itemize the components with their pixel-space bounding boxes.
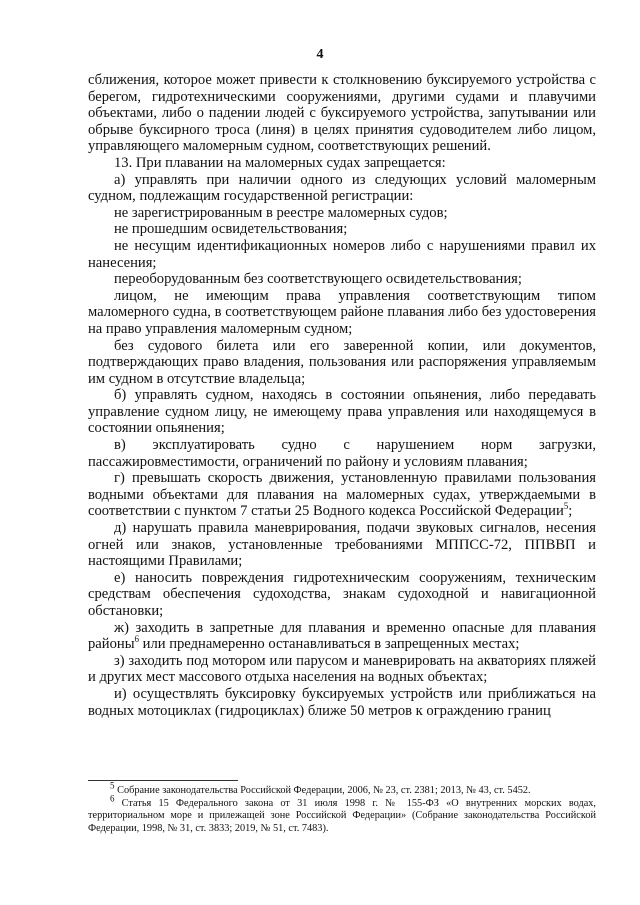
paragraph: не несущим идентификационных номеров либо с нарушениями правил их нанесения;: [88, 237, 596, 271]
footnote-mark: 6: [110, 793, 115, 804]
paragraph: не зарегистрированным в реестре маломерных судов;: [114, 204, 448, 221]
page-number: 4: [316, 47, 324, 62]
paragraph: а) управлять при наличии одного из следующих условий маломерным судном, подлежащим государственной регистрации:: [88, 171, 596, 205]
footnote-reference: 5: [563, 501, 569, 512]
paragraph: сближения, которое может привести к столкновению буксируемого устройства с берегом, гидротехническими сооружениями, другими судами и плавучими объектами, либо о падении людей с буксируемого устройства, запутывании или обрыве буксирного троса (линя) в целях принятия судоводителем либо лицом, управляющего маломерным судном, соответствующих решений.: [88, 72, 596, 155]
paragraph: и) осуществлять буксировку буксируемых устройств или приближаться на водных мотоциклах (гидроциклах) ближе 50 метров к ограждению границ: [88, 685, 596, 719]
paragraph: не прошедшим освидетельствования;: [114, 221, 348, 238]
paragraph: з) заходить под мотором или парусом и маневрировать на акваториях пляжей и других мест массового отдыха населения на водных объектах;: [88, 652, 596, 686]
paragraph: в) эксплуатировать судно с нарушением норм загрузки, пассажировместимости, ограничений по району и условиям плавания;: [88, 437, 596, 470]
paragraph: переоборудованным без соответствующего освидетельствования;: [114, 271, 522, 288]
footnotes: [88, 780, 596, 835]
footnote-mark: 5: [110, 780, 115, 791]
paragraph: г) превышать скорость движения, установленную правилами пользования водными объектами для плавания на маломерных судах, утверждаемыми в соответствии с пунктом 7 статьи 25 Водного кодекса Российской Федерации$^5$;: [88, 470, 596, 520]
footnote-reference: 6: [134, 634, 139, 645]
paragraph: лицом, не имеющим права управления соответствующим типом маломерного судна, в соответствующем районе плавания либо без удостоверения на право управления маломерным судном;: [88, 287, 596, 337]
paragraph: ж) заходить в запретные для плавания и временно опасные для плавания районы$^6$ или преднамеренно останавливаться в запрещенных местах;: [88, 619, 596, 653]
paragraph: д) нарушать правила маневрирования, подачи звуковых сигналов, несения огней или знаков, установленные требованиями МППСС-72, ППВВП и настоящими Правилами;: [88, 520, 596, 570]
paragraph: 13. При плавании на маломерных судах запрещается:: [114, 154, 446, 171]
paragraph: без судового билета или его заверенной копии, или документов, подтверждающих право владения, пользования или распоряжения управляемым им судном в отсутствие владельца;: [88, 337, 596, 387]
footnote: $^5$ Собрание законодательства Российской Федерации, 2006, № 23, ст. 2381; 2013, № 43, ст. 5452.: [110, 780, 531, 796]
footnote: $^6$ Статья 15 Федерального закона от 31 июля 1998 г. № 155-ФЗ «О внутренних морских водах, территориальном море и прилежащей зоне Российской Федерации» (Собрание законодательства Российской Федерации, 1998, № 31, ст. 3833; 2019, № 51, ст. 7483).: [88, 793, 596, 834]
paragraph: е) наносить повреждения гидротехническим сооружениям, техническим средствам обеспечения судоходства, знакам судоходной и навигационной обстановки;: [88, 569, 596, 619]
document-body: [88, 72, 596, 719]
paragraph: б) управлять судном, находясь в состоянии опьянения, либо передавать управление судном лицу, не имеющему права управления или находящемуся в состоянии опьянения;: [88, 387, 596, 437]
